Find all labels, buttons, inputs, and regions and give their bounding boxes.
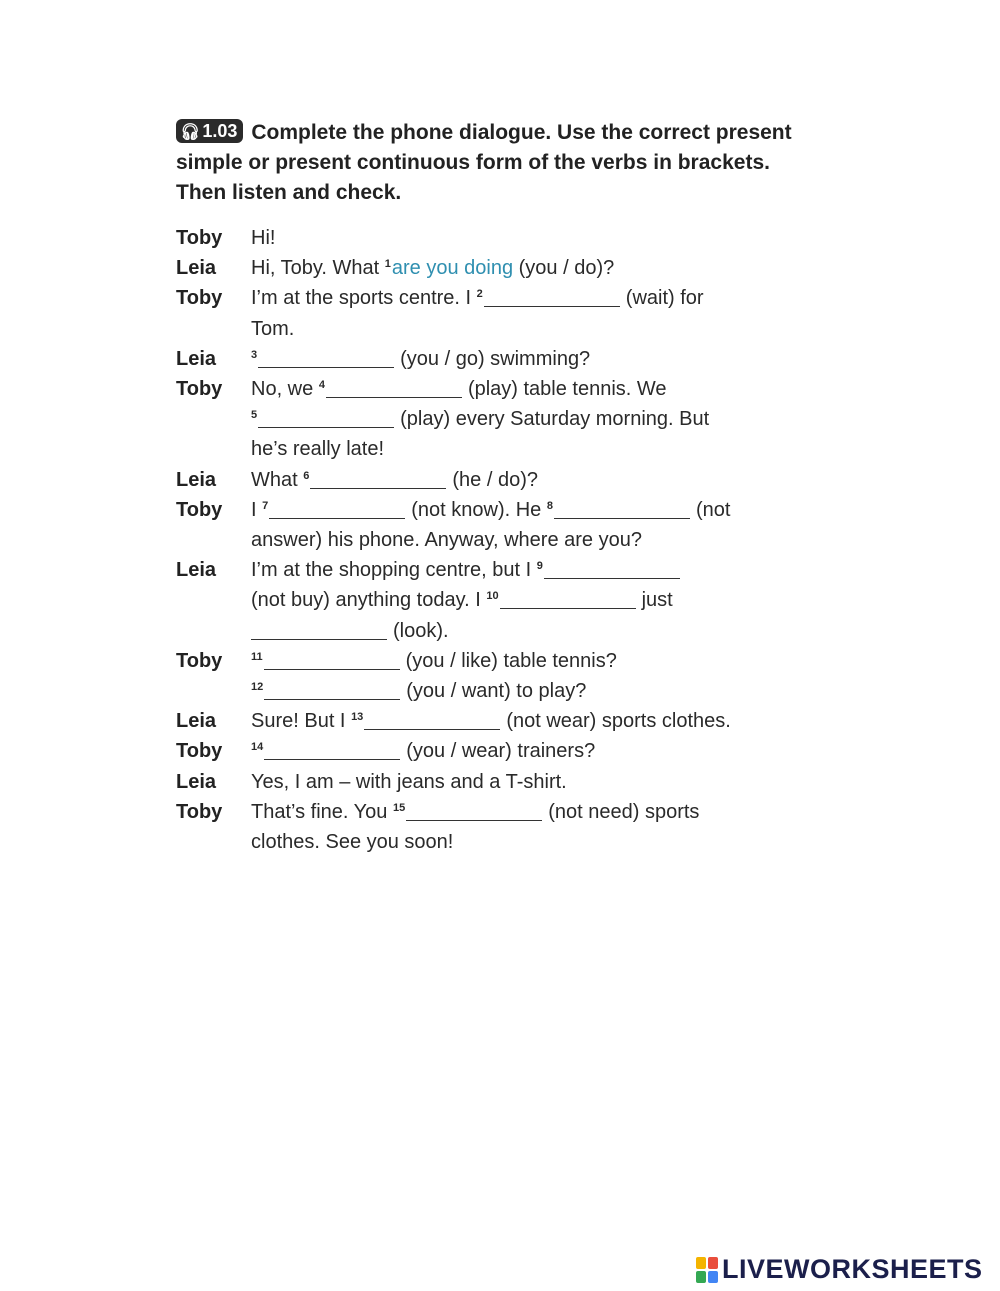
line-text: (you / like) table tennis? (405, 649, 617, 672)
speaker-name: Toby (176, 740, 223, 763)
speaker-name (176, 585, 251, 615)
dialogue-line (176, 797, 796, 827)
dialogue-line (176, 223, 796, 253)
liveworksheets-logo[interactable] (696, 1254, 983, 1285)
answer-blank[interactable] (484, 286, 620, 307)
line-text: (you / want) to play? (406, 680, 587, 703)
track-number: 1.03 (202, 121, 238, 141)
gap-number: 12 (251, 681, 264, 694)
line-text: (not wear) sports clothes. (506, 710, 731, 733)
answer-blank[interactable] (364, 709, 500, 730)
line-text: (not buy) anything today. I (251, 589, 487, 612)
line-text: (you / go) swimming? (400, 347, 591, 370)
line-text: clothes. See you soon! (251, 831, 454, 854)
line-text: What (251, 468, 304, 491)
line-text: I (251, 498, 263, 521)
gap-number: 10 (486, 590, 499, 603)
answer-blank[interactable] (251, 619, 387, 640)
answer-blank[interactable] (258, 347, 394, 368)
dialogue-line (176, 767, 796, 797)
gap-number: 11 (251, 650, 263, 663)
line-text: I’m at the shopping centre, but I (251, 559, 537, 582)
speaker-name (176, 434, 251, 464)
dialogue-line (176, 465, 796, 495)
speaker-name (176, 616, 251, 646)
gap-number: 9 (536, 560, 543, 573)
dialogue-line (176, 374, 796, 404)
line-text: (play) every Saturday morning. But (400, 408, 710, 431)
dialogue-line (176, 344, 796, 374)
gap-number: 5 (251, 409, 258, 422)
dialogue-line (176, 676, 796, 706)
speaker-name: Leia (176, 559, 217, 582)
line-text: answer) his phone. Anyway, where are you? (251, 529, 642, 552)
answer-blank[interactable] (554, 498, 690, 519)
speaker-name: Toby (176, 227, 223, 249)
dialogue (176, 223, 796, 857)
instruction-text: Complete the phone dialogue. Use the correct present simple or present continuous form of the verbs in brackets. Then listen and check. (176, 121, 792, 204)
speaker-name: Toby (176, 649, 223, 672)
exercise-instruction (176, 118, 816, 208)
line-text: (he / do)? (452, 468, 538, 491)
speaker-name (176, 404, 251, 434)
speaker-name: Toby (176, 287, 223, 310)
line-text: he’s really late! (251, 438, 385, 461)
speaker-name: Leia (176, 347, 217, 370)
line-text: (you / wear) trainers? (406, 740, 596, 763)
dialogue-line (176, 314, 796, 344)
answer-blank[interactable] (544, 558, 680, 579)
speaker-name (176, 314, 251, 344)
line-text: (not know). He (411, 498, 547, 521)
line-text: Hi! (251, 227, 276, 249)
line-text: Sure! But I (251, 710, 352, 733)
dialogue-line (176, 585, 796, 615)
headphones-icon: 🎧︎ (180, 124, 201, 141)
gap-number: 1 (384, 258, 391, 271)
example-answer: are you doing (391, 257, 514, 280)
dialogue-line (176, 555, 796, 585)
liveworksheets-logo-icon (696, 1257, 718, 1283)
speaker-name (176, 676, 251, 706)
answer-blank[interactable] (310, 468, 446, 489)
speaker-name: Leia (176, 257, 217, 280)
answer-blank[interactable] (264, 739, 400, 760)
answer-blank[interactable] (326, 377, 462, 398)
speaker-name: Toby (176, 800, 223, 823)
line-text: just (641, 589, 673, 612)
line-text: (play) table tennis. We (467, 378, 667, 401)
dialogue-line (176, 525, 796, 555)
dialogue-line (176, 434, 796, 464)
gap-number: 3 (251, 348, 258, 361)
line-text: Yes, I am – with jeans and a T-shirt. (251, 770, 567, 793)
speaker-name (176, 525, 251, 555)
line-text: (look). (393, 619, 449, 642)
gap-number: 6 (303, 469, 310, 482)
line-text: (wait) for (625, 287, 704, 310)
dialogue-line (176, 283, 796, 313)
dialogue-line (176, 736, 796, 766)
speaker-name: Toby (176, 378, 223, 401)
line-text: (not need) sports (548, 800, 700, 823)
answer-blank[interactable] (269, 498, 405, 519)
speaker-name: Toby (176, 498, 223, 521)
gap-number: 8 (546, 499, 553, 512)
dialogue-line (176, 616, 796, 646)
answer-blank[interactable] (500, 588, 636, 609)
gap-number: 4 (318, 379, 325, 392)
speaker-name (176, 827, 251, 857)
gap-number: 15 (392, 801, 406, 814)
gap-number: 7 (262, 499, 269, 512)
dialogue-line (176, 404, 796, 434)
speaker-name: Leia (176, 770, 217, 793)
audio-track-badge[interactable] (176, 119, 243, 143)
gap-number: 13 (351, 711, 364, 724)
answer-blank[interactable] (264, 679, 400, 700)
dialogue-line (176, 495, 796, 525)
line-text: Tom. (251, 317, 295, 340)
dialogue-line (176, 827, 796, 857)
gap-number: 2 (476, 288, 483, 301)
dialogue-line (176, 646, 796, 676)
answer-blank[interactable] (406, 800, 542, 821)
answer-blank[interactable] (258, 407, 394, 428)
logo-text: LIVEWORKSHEETS (722, 1254, 983, 1284)
line-text: I’m at the sports centre. I (251, 287, 477, 310)
speaker-name: Leia (176, 468, 217, 491)
line-text: No, we (251, 378, 319, 401)
dialogue-line (176, 253, 796, 283)
line-text: (not (695, 498, 731, 521)
line-text: (you / do)? (513, 257, 615, 280)
line-text: Hi, Toby. What (251, 257, 385, 280)
speaker-name: Leia (176, 710, 217, 733)
line-text: That’s fine. You (251, 800, 393, 823)
dialogue-line (176, 706, 796, 736)
answer-blank[interactable] (264, 649, 400, 670)
gap-number: 14 (251, 741, 264, 754)
